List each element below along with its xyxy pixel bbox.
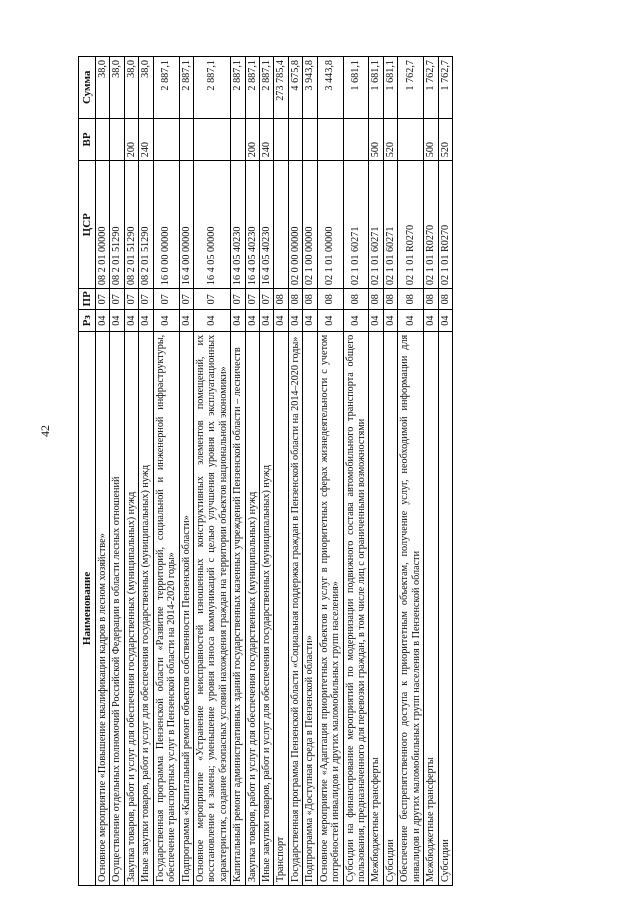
cell-sum: 4 675,8 [288,57,302,119]
cell-name: Иные закупки товаров, работ и услуг для обеспечения государственных (муниципальных) нужд [139,331,153,885]
cell-pr: 07 [179,289,193,310]
table-header-row [79,57,96,886]
table-row [231,57,245,886]
cell-sum: 3 443,8 [317,57,343,119]
table-row [260,57,274,886]
cell-pr: 07 [260,289,274,310]
cell-rz: 04 [424,310,438,331]
table-row [438,57,452,886]
cell-vr [96,118,110,161]
cell-name: Капитальный ремонт административных зданий государственных казенных учреждений Пензенской области – лесничеств [231,331,245,885]
table-row [193,57,230,886]
cell-pr: 08 [343,289,369,310]
cell-pr: 08 [383,289,397,310]
header-sum: Сумма [79,57,96,119]
cell-csr: 08 2 01 51290 [139,161,153,289]
header-rz: Рз [79,310,96,331]
cell-sum: 2 887,1 [231,57,245,119]
table-row [179,57,193,886]
header-vr: ВР [79,118,96,161]
cell-name: Закупка товаров, работ и услуг для обеспечения государственных (муниципальных) нужд [124,331,138,885]
cell-vr [153,118,179,161]
cell-pr: 07 [96,289,110,310]
cell-name: Субсидии [438,331,452,885]
cell-name: Межбюджетные трансферты [369,331,383,885]
cell-sum: 38,0 [139,57,153,119]
table-row [96,57,110,886]
cell-pr: 08 [369,289,383,310]
cell-sum: 1 762,7 [398,57,424,119]
cell-sum: 1 681,1 [383,57,397,119]
table-row [317,57,343,886]
cell-sum: 2 887,1 [193,57,230,119]
cell-csr: 16 4 05 40230 [260,161,274,289]
cell-csr: 08 2 01 51290 [124,161,138,289]
cell-csr: 02 1 01 60271 [383,161,397,289]
cell-pr: 07 [193,289,230,310]
cell-vr [303,118,317,161]
cell-pr: 08 [303,289,317,310]
rotated-page [78,56,453,886]
cell-sum: 2 887,1 [153,57,179,119]
cell-name: Основное мероприятие «Адаптация приоритетных объектов и услуг в приоритетных сферах жизнедеятельности с учетом потребностей инвалидов и других маломобильных групп населения» [317,331,343,885]
table-row [343,57,369,886]
cell-rz: 04 [124,310,138,331]
cell-rz: 04 [96,310,110,331]
cell-rz: 04 [383,310,397,331]
cell-vr [288,118,302,161]
cell-csr [274,161,288,289]
cell-vr: 200 [124,118,138,161]
cell-name: Обеспечение беспрепятственного доступа к приоритетным объектам, получение услуг, необходимой информации для инвалидов и других маломобильных групп населения в Пензенской области [398,331,424,885]
cell-name: Иные закупки товаров, работ и услуг для обеспечения государственных (муниципальных) нужд [260,331,274,885]
cell-name: Транспорт [274,331,288,885]
budget-table [78,56,453,886]
table-row [398,57,424,886]
cell-name: Субсидии [383,331,397,885]
cell-sum: 2 887,1 [260,57,274,119]
cell-name: Межбюджетные трансферты [424,331,438,885]
cell-name: Подпрограмма «Капитальный ремонт объектов собственности Пензенской области» [179,331,193,885]
cell-vr: 500 [369,118,383,161]
table-row [139,57,153,886]
cell-sum: 38,0 [110,57,124,119]
cell-pr: 08 [274,289,288,310]
cell-rz: 04 [288,310,302,331]
cell-csr: 16 4 05 00000 [193,161,230,289]
cell-sum: 38,0 [124,57,138,119]
cell-vr [231,118,245,161]
table-row [124,57,138,886]
cell-pr: 08 [317,289,343,310]
header-pr: ПР [79,289,96,310]
cell-rz: 04 [139,310,153,331]
cell-csr: 02 1 01 R0270 [438,161,452,289]
cell-rz: 04 [438,310,452,331]
cell-pr: 08 [424,289,438,310]
cell-sum: 38,0 [96,57,110,119]
cell-rz: 04 [369,310,383,331]
cell-rz: 04 [153,310,179,331]
cell-csr: 16 0 00 00000 [153,161,179,289]
table-row [369,57,383,886]
cell-rz: 04 [398,310,424,331]
cell-vr [398,118,424,161]
table-row [153,57,179,886]
cell-csr: 02 1 01 R0270 [398,161,424,289]
cell-pr: 07 [110,289,124,310]
cell-vr [179,118,193,161]
table-row [303,57,317,886]
cell-rz: 04 [343,310,369,331]
cell-csr: 02 1 01 60271 [369,161,383,289]
cell-csr: 08 2 01 00000 [96,161,110,289]
table-row [424,57,438,886]
cell-vr: 520 [383,118,397,161]
cell-csr: 02 1 01 00000 [317,161,343,289]
table-row [288,57,302,886]
cell-vr [317,118,343,161]
header-csr: ЦСР [79,161,96,289]
cell-pr: 08 [438,289,452,310]
cell-vr [110,118,124,161]
cell-vr: 240 [139,118,153,161]
cell-sum: 2 887,1 [245,57,259,119]
table-row [274,57,288,886]
cell-name: Основное мероприятие «Устранение неисправностей изношенных конструктивных элементов помещений, их восстановление и замена; уменьшение уровня износа коммуникаций с целью улучшения уровня их эксплуатационных характеристик, создание безопасных условий нахождения граждан на территории объектов национальной экономики» [193,331,230,885]
cell-rz: 04 [245,310,259,331]
cell-pr: 07 [231,289,245,310]
cell-vr: 520 [438,118,452,161]
cell-vr: 200 [245,118,259,161]
cell-vr: 240 [260,118,274,161]
cell-name: Закупка товаров, работ и услуг для обеспечения государственных (муниципальных) нужд [245,331,259,885]
cell-sum: 273 785,4 [274,57,288,119]
cell-pr: 07 [139,289,153,310]
cell-name: Основное мероприятие «Повышение квалификации кадров в лесном хозяйстве» [96,331,110,885]
cell-sum: 1 681,1 [343,57,369,119]
page-number: 42 [38,425,52,437]
header-name: Наименование [79,331,96,885]
cell-pr: 07 [124,289,138,310]
cell-name: Субсидии на финансирование мероприятий по модернизации подвижного состава автомобильного транспорта общего пользования, предназначенного для перевозки граждан, в том числе лиц с ограниченными возможностями [343,331,369,885]
cell-csr: 16 4 05 40230 [245,161,259,289]
cell-rz: 04 [317,310,343,331]
cell-pr: 08 [398,289,424,310]
cell-vr [343,118,369,161]
cell-sum: 1 681,1 [369,57,383,119]
table-row [383,57,397,886]
cell-sum: 3 943,8 [303,57,317,119]
cell-csr: 08 2 01 51290 [110,161,124,289]
cell-csr: 02 1 01 60271 [343,161,369,289]
cell-csr: 02 1 01 R0270 [424,161,438,289]
cell-name: Государственная программа Пензенской области «Социальная поддержка граждан в Пензенской области на 2014–2020 годы» [288,331,302,885]
cell-pr: 08 [288,289,302,310]
cell-rz: 04 [260,310,274,331]
table-row [110,57,124,886]
cell-csr: 02 1 00 00000 [303,161,317,289]
cell-rz: 04 [231,310,245,331]
cell-vr: 500 [424,118,438,161]
table-row [245,57,259,886]
cell-rz: 04 [110,310,124,331]
cell-sum: 1 762,7 [438,57,452,119]
cell-name: Государственная программа Пензенской области «Развитие территорий, социальной и инженерной инфраструктуры, обеспечение транспортных услуг в Пензенской области на 2014-2020 годы» [153,331,179,885]
cell-csr: 16 4 00 00000 [179,161,193,289]
cell-csr: 02 0 00 00000 [288,161,302,289]
cell-rz: 04 [303,310,317,331]
cell-name: Осуществление отдельных полномочий Российской Федерации в области лесных отношений [110,331,124,885]
cell-name: Подпрограмма «Доступная среда в Пензенской области» [303,331,317,885]
cell-rz: 04 [274,310,288,331]
cell-vr [274,118,288,161]
cell-sum: 1 762,7 [424,57,438,119]
cell-pr: 07 [245,289,259,310]
cell-rz: 04 [179,310,193,331]
cell-sum: 2 887,1 [179,57,193,119]
cell-csr: 16 4 05 40230 [231,161,245,289]
cell-rz: 04 [193,310,230,331]
cell-vr [193,118,230,161]
cell-pr: 07 [153,289,179,310]
